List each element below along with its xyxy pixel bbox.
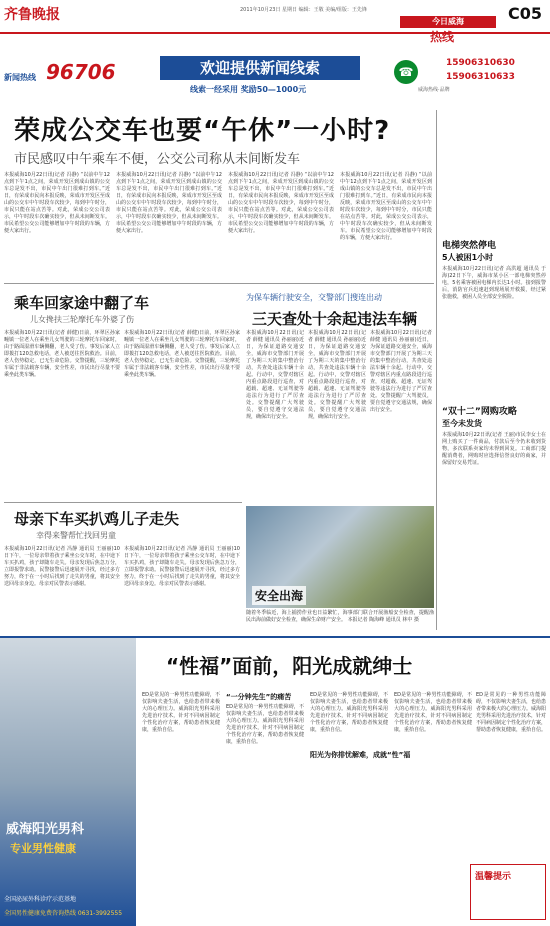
story1-body-col-2: 本报威海10月22日讯(记者 薛健)日前，环翠区孙家疃镇一位老人在乘坐儿女驾驶的三轮摩托车回家时，由于路面湿滑车辆侧翻，老人受了伤。事发后家人立即拨打120急救电话，老人被送往医院救治。目前，老人伤势稳定，已无生命危险。交警提醒，三轮摩托车属于非法载客车辆，安全性差，市民出行尽量不要乘坐此类车辆。 (124, 330, 240, 378)
lead-body-col-3: 本报威海10月22日讯(记者 冯静) “以前中午12点到下午1点之间，荣成开发区到成山镇的公交车总是发不出，市民中午出门很难打到车。”近日，有荣成市民向本报反映，荣成市开发区至成山的公交车中午时段车次较少，每到中午时分，市民只能在站点苦等。对此，荣成公交公司表示，中午时段车次确实较少，但从未间断发车。市民希望公交公司能够增加中午时段的车辆，方便大家出行。 (228, 172, 334, 234)
phone-icon: ☎ (394, 60, 418, 84)
column-rule (436, 110, 437, 630)
story2-body-col-3: 本报威海10月22日讯(记者 薛健 通讯员 孙丽丽)近日，为保证道路交通安全，威海市交警部门开展了为期三天的集中整治行动，共查处违法车辆十余起。行动中，交警对辖区内重点路段进行巡查，对超载、超速、无证驾驶等违法行为进行了严厉查处。交警提醒广大驾驶员，要自觉遵守交通法规，确保出行安全。 (370, 330, 432, 413)
right-body-2: 本报威海10月22日讯(记者 王丽)市民李女士在网上购买了一件商品，付款后至今仍未收到货物，多次联系卖家均未得到回复。工商部门提醒消费者，网购时应选择信誉良好的商家，并保留好交易凭证。 (442, 432, 546, 466)
ad-brand: 威海阳光男科 (6, 822, 85, 837)
lead-subtitle: 市民感叹中午乘车不便，公交公司称从未间断发车 (14, 152, 301, 167)
advertisement (0, 636, 550, 924)
story2-body-col-2: 本报威海10月22日讯(记者 薛健 通讯员 孙丽丽)近日，为保证道路交通安全，威海市交警部门开展了为期三天的集中整治行动，共查处违法车辆十余起。行动中，交警对辖区内重点路段进行巡查，对超载、超速、无证驾驶等违法行为进行了严厉查处。交警提醒广大驾驶员，要自觉遵守交通法规，确保出行安全。 (308, 330, 366, 420)
right-subtitle-2: 至今未发货 (442, 419, 482, 428)
ad-body-col-2: ED是常见的一种男性功能障碍，不仅影响夫妻生活，也给患者带来极大的心理压力。威海阳光男科采用先进治疗技术，针对不同病因制定个性化治疗方案，帮助患者恢复健康，重拾自信。 (226, 704, 304, 745)
right-body-1: 本报威海10月22日讯(记者 高洪超 通讯员 于海)22日下午，威海市某小区一部电梯突然停电，5名乘客被困电梯内长达1小时。接到报警后，消防官兵迅速赶到现场展开救援，经过紧张施救，被困人员全部安全脱险。 (442, 266, 546, 300)
section-label: 今日威海 (400, 16, 496, 28)
dateline: 2011年10月23日 星期日 编辑：王敬 美编/组版：王先锋 (240, 7, 367, 13)
hotline-number: 96706 (46, 60, 116, 84)
divider (4, 283, 434, 284)
brand-label: 威海热线·品牌 (418, 87, 450, 93)
ad-body-col-5: ED是常见的一种男性功能障碍，不仅影响夫妻生活，也给患者带来极大的心理压力。威海阳光男科采用先进治疗技术，针对不同病因制定个性化治疗方案，帮助患者恢复健康，重拾自信。 (476, 692, 547, 733)
news-photo (246, 506, 434, 608)
story3-body-col-2: 本报威海10月22日讯(记者 冯静 通讯员 王丽丽)10日下午，一位母亲带着孩子乘坐公交车时，在中途下车买扒鸡，孩子却随车走失。母亲发现后焦急万分，立即报警求助。民警接警后迅速展开寻找，经过多方努力，终于在一小时后找到了走失的男童，将其安全送回母亲身边。母亲对民警表示感谢。 (124, 546, 240, 587)
ad-hint-box (470, 864, 546, 920)
ad-hint: 温馨提示 (475, 872, 512, 882)
ad-headline: “性福”面前，阳光成就绅士 (166, 654, 413, 678)
newspaper-logo: 齐鲁晚报 (4, 7, 60, 23)
ad-body-col-4: ED是常见的一种男性功能障碍，不仅影响夫妻生活，也给患者带来极大的心理压力。威海阳光男科采用先进治疗技术，针对不同病因制定个性化治疗方案，帮助患者恢复健康，重拾自信。 (394, 692, 472, 733)
story3-subtitle: 幸得来警帮忙找回男童 (36, 531, 116, 540)
ad-slogan: 专业男性健康 (10, 842, 76, 855)
page-number: C05 (508, 4, 543, 23)
right-headline-1: 电梯突然停电 (442, 241, 497, 251)
hotline-phone-1: 15906310630 (446, 58, 515, 68)
ad-sub-1: “一分钟先生”的痛苦 (226, 693, 292, 701)
story2-kicker: 为保车辆行驶安全，交警部门搜连出动 (246, 293, 382, 302)
hotline-slogan: 欢迎提供新闻线索 (160, 56, 360, 80)
ad-footer-2: 全国男性健康免费咨询热线 0631-3992555 (4, 910, 123, 917)
story3-body-col-1: 本报威海10月22日讯(记者 冯静 通讯员 王丽丽)10日下午，一位母亲带着孩子乘坐公交车时，在中途下车买扒鸡，孩子却随车走失。母亲发现后焦急万分，立即报警求助。民警接警后迅速展开寻找，经过多方努力，终于在一小时后找到了走失的男童，将其安全送回母亲身边。母亲对民警表示感谢。 (4, 546, 120, 587)
lead-body-col-1: 本报威海10月22日讯(记者 冯静) “以前中午12点到下午1点之间，荣成开发区到成山镇的公交车总是发不出，市民中午出门很难打到车。”近日，有荣成市民向本报反映，荣成市开发区至成山的公交车中午时段车次较少，每到中午时分，市民只能在站点苦等。对此，荣成公交公司表示，中午时段车次确实较少，但从未间断发车。市民希望公交公司能够增加中午时段的车辆，方便大家出行。 (4, 172, 110, 234)
story2-headline: 三天查处十余起违法车辆 (252, 310, 418, 328)
ad-sub-2: 阳光为你排忧解难，成就“性”福 (310, 751, 411, 759)
ad-body-col-3: ED是常见的一种男性功能障碍，不仅影响夫妻生活，也给患者带来极大的心理压力。威海阳光男科采用先进治疗技术，针对不同病因制定个性化治疗方案，帮助患者恢复健康，重拾自信。 (310, 692, 388, 733)
story1-body-col-1: 本报威海10月22日讯(记者 薛健)日前，环翠区孙家疃镇一位老人在乘坐儿女驾驶的三轮摩托车回家时，由于路面湿滑车辆侧翻，老人受了伤。事发后家人立即拨打120急救电话，老人被送往医院救治。目前，老人伤势稳定，已无生命危险。交警提醒，三轮摩托车属于非法载客车辆，安全性差，市民出行尽量不要乘坐此类车辆。 (4, 330, 120, 378)
story1-headline: 乘车回家途中翻了车 (14, 294, 150, 312)
right-subtitle-1: 5人被困1小时 (442, 253, 494, 262)
lead-body-col-2: 本报威海10月22日讯(记者 冯静) “以前中午12点到下午1点之间，荣成开发区到成山镇的公交车总是发不出，市民中午出门很难打到车。”近日，有荣成市民向本报反映，荣成市开发区至成山的公交车中午时段车次较少，每到中午时分，市民只能在站点苦等。对此，荣成公交公司表示，中午时段车次确实较少，但从未间断发车。市民希望公交公司能够增加中午时段的车辆，方便大家出行。 (116, 172, 222, 234)
ad-body-col-1: ED是常见的一种男性功能障碍，不仅影响夫妻生活，也给患者带来极大的心理压力。威海阳光男科采用先进治疗技术，针对不同病因制定个性化治疗方案，帮助患者恢复健康，重拾自信。 (142, 692, 220, 733)
photo-caption: 随着冬季临近，海上捕捞作业也日益繁忙，海事部门联合开展渔船安全检查，提醒渔民出海前做好安全检查，确保生命财产安全。 本报记者 陶海峰 通讯员 林中 摄 (246, 610, 434, 623)
hotline-banner (0, 48, 550, 102)
ad-image (0, 638, 136, 926)
lead-body-col-4: 本报威海10月22日讯(记者 冯静) “以前中午12点到下午1点之间，荣成开发区到成山镇的公交车总是发不出，市民中午出门很难打到车。”近日，有荣成市民向本报反映，荣成市开发区至成山的公交车中午时段车次较少，每到中午时分，市民只能在站点苦等。对此，荣成公交公司表示，中午时段车次确实较少，但从未间断发车。市民希望公交公司能够增加中午时段的车辆，方便大家出行。 (340, 172, 432, 241)
lead-headline: 荣成公交车也要“午休”一小时? (14, 116, 391, 146)
section-sub: 热线 (430, 30, 455, 44)
ad-footer-1: 全国泌尿外科诊疗示范基地 (4, 896, 77, 903)
divider (4, 502, 242, 503)
hotline-sub: 线索一经采用 奖励50—1000元 (190, 85, 307, 94)
hotline-phone-2: 15906310633 (446, 72, 515, 82)
story3-headline: 母亲下车买扒鸡儿子走失 (14, 510, 180, 528)
masthead (0, 0, 550, 44)
hotline-label: 新闻热线 (4, 73, 36, 82)
right-headline-2: “双十二”网购攻略 (442, 407, 517, 417)
story2-body-col-1: 本报威海10月22日讯(记者 薛健 通讯员 孙丽丽)近日，为保证道路交通安全，威海市交警部门开展了为期三天的集中整治行动，共查处违法车辆十余起。行动中，交警对辖区内重点路段进行巡查，对超载、超速、无证驾驶等违法行为进行了严厉查处。交警提醒广大驾驶员，要自觉遵守交通法规，确保出行安全。 (246, 330, 304, 420)
story1-subtitle: 儿女搀扶三轮摩托车外婆了伤 (30, 315, 134, 324)
photo-caption-title: 安全出海 (252, 586, 306, 605)
